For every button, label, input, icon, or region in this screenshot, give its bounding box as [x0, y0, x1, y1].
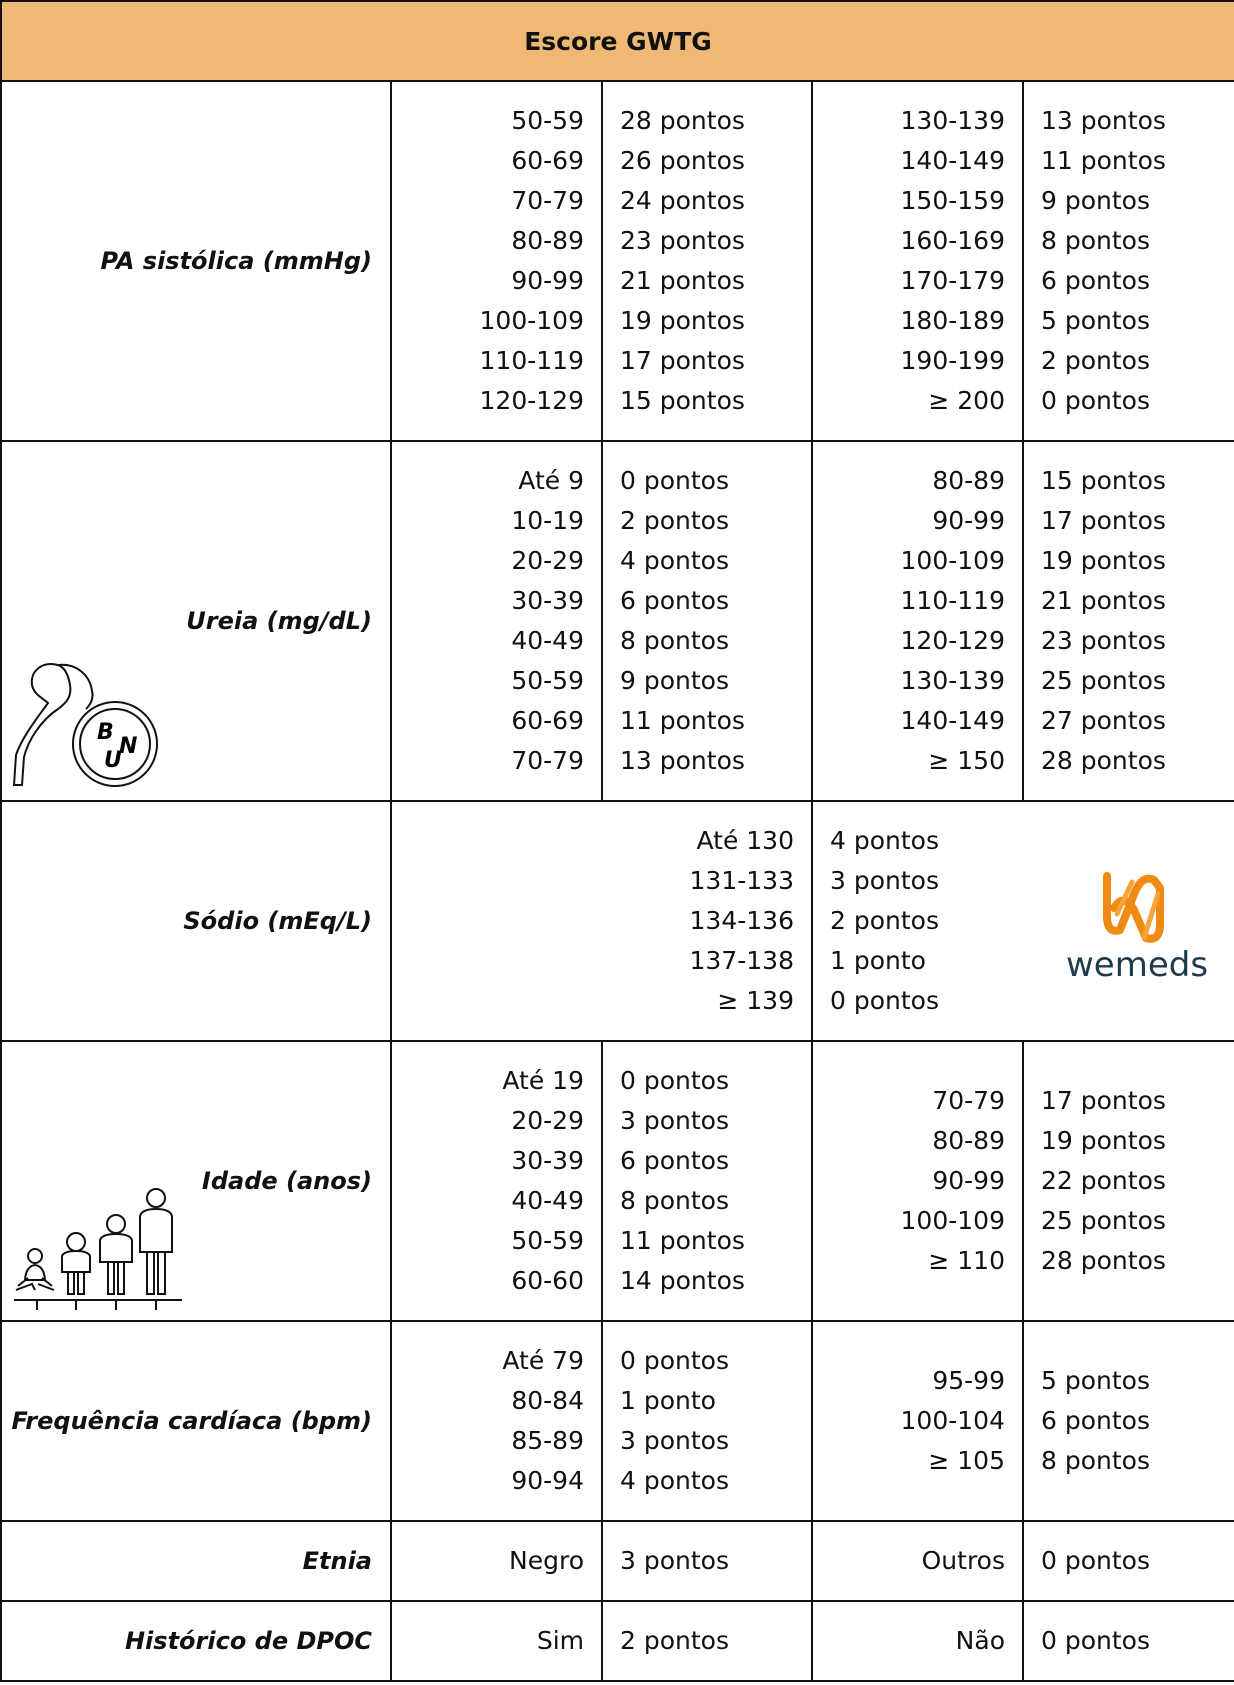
range-value: ≥ 200	[928, 386, 1005, 415]
range-value: 60-69	[511, 146, 584, 175]
points-value: 23 pontos	[1041, 626, 1166, 655]
points-value: 4 pontos	[620, 1466, 729, 1495]
range-value: 60-60	[511, 1266, 584, 1295]
age-people-icon	[12, 1182, 187, 1317]
etnia-left-points	[602, 1521, 812, 1601]
row-dpoc	[1, 1601, 1234, 1681]
points-value: 1 ponto	[830, 946, 926, 975]
ureia-left-points	[602, 441, 812, 801]
label-dpoc: Histórico de DPOC	[1, 1601, 391, 1681]
range-value: 150-159	[900, 186, 1005, 215]
points-value: 27 pontos	[1041, 706, 1166, 735]
table-title: Escore GWTG	[1, 1, 1234, 81]
range-value: 90-99	[511, 266, 584, 295]
range-value: Negro	[509, 1546, 584, 1575]
points-value: 0 pontos	[620, 1346, 729, 1375]
points-value: 17 pontos	[620, 346, 745, 375]
points-value: 13 pontos	[1041, 106, 1166, 135]
bun-letter-u: U	[104, 748, 122, 773]
label-frequencia-cardiaca: Frequência cardíaca (bpm)	[1, 1321, 391, 1521]
points-value: 25 pontos	[1041, 1206, 1166, 1235]
range-value: 100-109	[900, 1206, 1005, 1235]
range-value: 70-79	[932, 1086, 1005, 1115]
range-value: Não	[955, 1626, 1005, 1655]
idade-right-points	[1023, 1041, 1234, 1321]
points-value: 5 pontos	[1041, 306, 1150, 335]
points-value: 19 pontos	[620, 306, 745, 335]
sodio-points-cell	[812, 801, 1234, 1041]
points-value: 28 pontos	[1041, 746, 1166, 775]
points-value: 17 pontos	[1041, 1086, 1166, 1115]
kidney-bun-icon	[12, 657, 162, 792]
bun-letter-n: N	[119, 734, 138, 759]
logo-text: wemeds	[1065, 945, 1209, 985]
points-value: 0 pontos	[1041, 386, 1150, 415]
points-value: 19 pontos	[1041, 1126, 1166, 1155]
range-value: 40-49	[511, 626, 584, 655]
range-value: 170-179	[900, 266, 1005, 295]
range-value: 20-29	[511, 546, 584, 575]
range-value: 50-59	[511, 106, 584, 135]
points-value: 28 pontos	[1041, 1246, 1166, 1275]
points-value: 0 pontos	[1041, 1626, 1150, 1655]
points-value: 11 pontos	[620, 1226, 745, 1255]
points-value: 2 pontos	[830, 906, 939, 935]
label-pa-sistolica: PA sistólica (mmHg)	[1, 81, 391, 441]
points-value: 14 pontos	[620, 1266, 745, 1295]
sodio-ranges	[391, 801, 812, 1041]
points-value: 3 pontos	[620, 1106, 729, 1135]
range-value: 120-129	[479, 386, 584, 415]
row-frequencia-cardiaca	[1, 1321, 1234, 1521]
points-value: 6 pontos	[620, 1146, 729, 1175]
range-value: 110-119	[900, 586, 1005, 615]
fc-left-points	[602, 1321, 812, 1521]
range-value: 130-139	[900, 106, 1005, 135]
points-value: 3 pontos	[620, 1546, 729, 1575]
range-value: 90-94	[511, 1466, 584, 1495]
points-value: 17 pontos	[1041, 506, 1166, 535]
range-value: Até 79	[502, 1346, 584, 1375]
range-value: 50-59	[511, 666, 584, 695]
idade-left-ranges	[391, 1041, 602, 1321]
range-value: 90-99	[932, 1166, 1005, 1195]
ureia-left-ranges	[391, 441, 602, 801]
fc-right-ranges	[812, 1321, 1023, 1521]
points-value: 3 pontos	[830, 866, 939, 895]
range-value: 30-39	[511, 1146, 584, 1175]
range-value: 140-149	[900, 146, 1005, 175]
points-value: 4 pontos	[620, 546, 729, 575]
range-value: 40-49	[511, 1186, 584, 1215]
points-value: 9 pontos	[620, 666, 729, 695]
range-value: 100-109	[900, 546, 1005, 575]
range-value: 60-69	[511, 706, 584, 735]
points-value: 23 pontos	[620, 226, 745, 255]
dpoc-right-ranges	[812, 1601, 1023, 1681]
range-value: 90-99	[932, 506, 1005, 535]
points-value: 11 pontos	[620, 706, 745, 735]
range-value: Até 9	[518, 466, 584, 495]
row-idade	[1, 1041, 1234, 1321]
points-value: 0 pontos	[1041, 1546, 1150, 1575]
points-value: 15 pontos	[620, 386, 745, 415]
pa-right-ranges	[812, 81, 1023, 441]
points-value: 6 pontos	[1041, 266, 1150, 295]
range-value: 80-84	[511, 1386, 584, 1415]
range-value: 95-99	[932, 1366, 1005, 1395]
idade-right-ranges	[812, 1041, 1023, 1321]
bun-letter-b: B	[97, 720, 114, 745]
label-sodio: Sódio (mEq/L)	[1, 801, 391, 1041]
range-value: 131-133	[689, 866, 794, 895]
range-value: 80-89	[511, 226, 584, 255]
range-value: 130-139	[900, 666, 1005, 695]
points-value: 0 pontos	[620, 466, 729, 495]
idade-left-points	[602, 1041, 812, 1321]
range-value: Outros	[921, 1546, 1005, 1575]
range-value: 140-149	[900, 706, 1005, 735]
etnia-right-ranges	[812, 1521, 1023, 1601]
label-etnia: Etnia	[1, 1521, 391, 1601]
row-etnia	[1, 1521, 1234, 1601]
range-value: 80-89	[932, 466, 1005, 495]
points-value: 24 pontos	[620, 186, 745, 215]
range-value: 100-104	[900, 1406, 1005, 1435]
range-value: 137-138	[689, 946, 794, 975]
dpoc-left-points	[602, 1601, 812, 1681]
label-ureia: Ureia (mg/dL) B U N	[1, 441, 391, 801]
points-value: 26 pontos	[620, 146, 745, 175]
points-value: 15 pontos	[1041, 466, 1166, 495]
fc-right-points	[1023, 1321, 1234, 1521]
points-value: 6 pontos	[620, 586, 729, 615]
points-value: 3 pontos	[620, 1426, 729, 1455]
range-value: 180-189	[900, 306, 1005, 335]
points-value: 0 pontos	[830, 986, 939, 1015]
points-value: 21 pontos	[1041, 586, 1166, 615]
points-value: 11 pontos	[1041, 146, 1166, 175]
ureia-right-ranges	[812, 441, 1023, 801]
range-value: 110-119	[479, 346, 584, 375]
points-value: 2 pontos	[620, 1626, 729, 1655]
range-value: 10-19	[511, 506, 584, 535]
points-value: 22 pontos	[1041, 1166, 1166, 1195]
dpoc-right-points	[1023, 1601, 1234, 1681]
range-value: 20-29	[511, 1106, 584, 1135]
pa-right-points	[1023, 81, 1234, 441]
row-sodio	[1, 801, 1234, 1041]
range-value: Sim	[536, 1626, 584, 1655]
range-value: ≥ 150	[928, 746, 1005, 775]
range-value: 50-59	[511, 1226, 584, 1255]
points-value: 5 pontos	[1041, 1366, 1150, 1395]
points-value: 1 ponto	[620, 1386, 716, 1415]
points-value: 8 pontos	[620, 1186, 729, 1215]
range-value: ≥ 110	[928, 1246, 1005, 1275]
range-value: 120-129	[900, 626, 1005, 655]
points-value: 6 pontos	[1041, 1406, 1150, 1435]
pa-left-ranges	[391, 81, 602, 441]
dpoc-left-ranges	[391, 1601, 602, 1681]
points-value: 19 pontos	[1041, 546, 1166, 575]
fc-left-ranges	[391, 1321, 602, 1521]
range-value: 134-136	[689, 906, 794, 935]
points-value: 2 pontos	[620, 506, 729, 535]
points-value: 28 pontos	[620, 106, 745, 135]
range-value: 85-89	[511, 1426, 584, 1455]
points-value: 8 pontos	[620, 626, 729, 655]
ureia-right-points	[1023, 441, 1234, 801]
range-value: 160-169	[900, 226, 1005, 255]
range-value: ≥ 105	[928, 1446, 1005, 1475]
points-value: 2 pontos	[1041, 346, 1150, 375]
range-value: Até 130	[696, 826, 794, 855]
points-value: 25 pontos	[1041, 666, 1166, 695]
points-value: 8 pontos	[1041, 226, 1150, 255]
wemeds-logo	[1062, 854, 1212, 989]
row-ureia	[1, 441, 1234, 801]
points-value: 21 pontos	[620, 266, 745, 295]
row-pa-sistolica	[1, 81, 1234, 441]
label-idade: Idade (anos)	[1, 1041, 391, 1321]
range-value: 70-79	[511, 746, 584, 775]
points-value: 13 pontos	[620, 746, 745, 775]
range-value: Até 19	[502, 1066, 584, 1095]
range-value: 190-199	[900, 346, 1005, 375]
range-value: 70-79	[511, 186, 584, 215]
range-value: ≥ 139	[717, 986, 794, 1015]
points-value: 0 pontos	[620, 1066, 729, 1095]
range-value: 100-109	[479, 306, 584, 335]
range-value: 80-89	[932, 1126, 1005, 1155]
etnia-right-points	[1023, 1521, 1234, 1601]
range-value: 30-39	[511, 586, 584, 615]
etnia-left-ranges	[391, 1521, 602, 1601]
points-value: 9 pontos	[1041, 186, 1150, 215]
points-value: 4 pontos	[830, 826, 939, 855]
points-value: 8 pontos	[1041, 1446, 1150, 1475]
pa-left-points	[602, 81, 812, 441]
